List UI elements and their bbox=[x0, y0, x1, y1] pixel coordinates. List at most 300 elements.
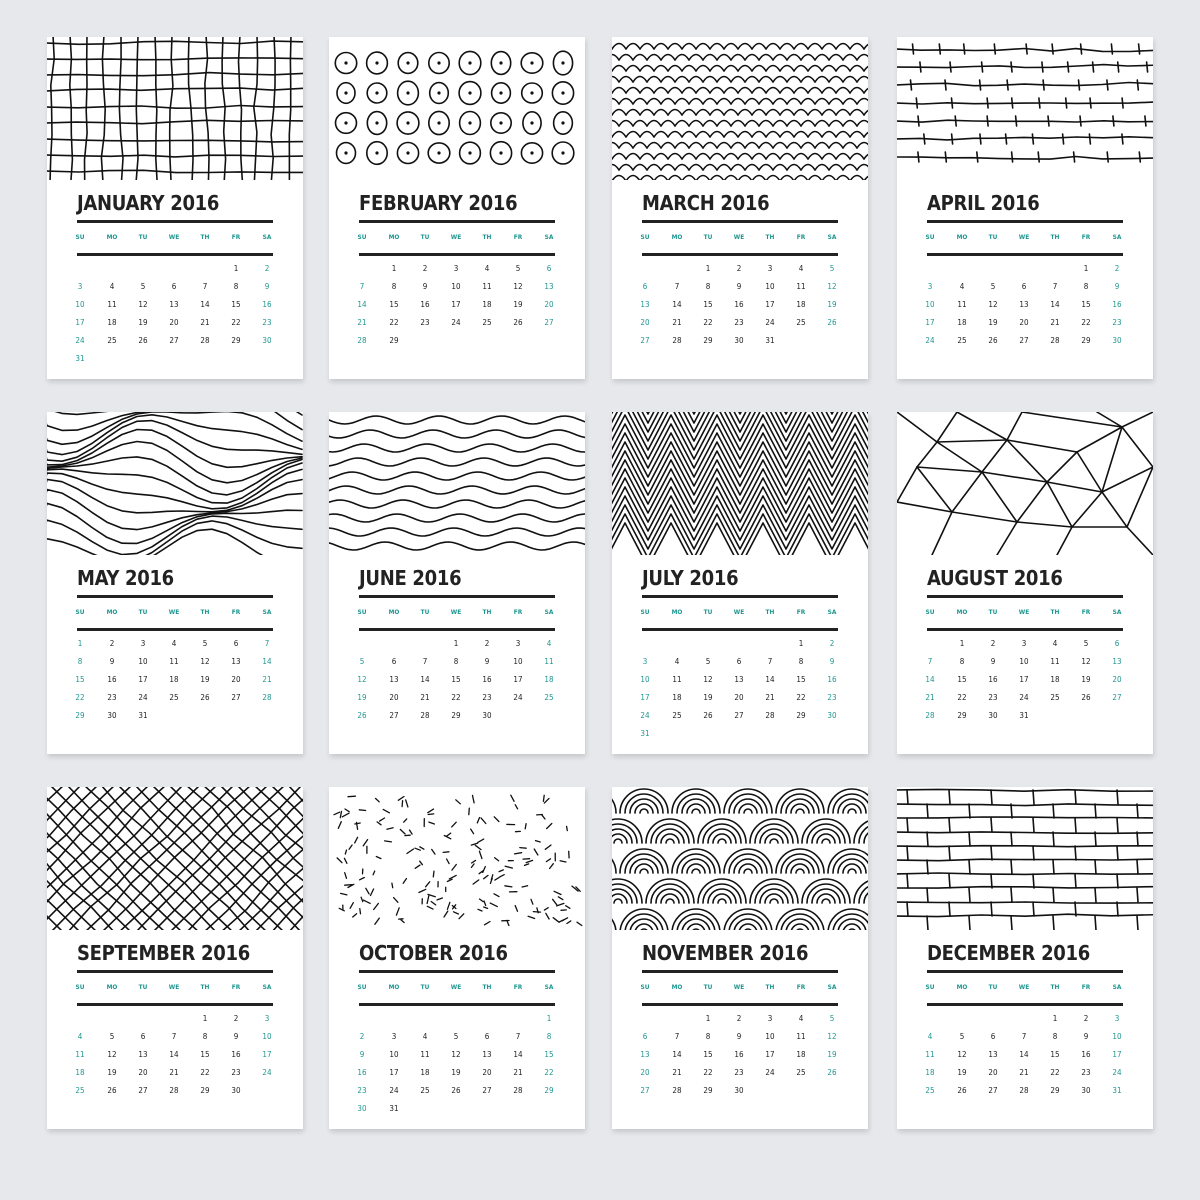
day-cell: 29 bbox=[75, 711, 85, 720]
waves-pattern bbox=[329, 412, 585, 555]
day-cell: 22 bbox=[231, 318, 241, 327]
day-cell: 1 bbox=[705, 1014, 711, 1023]
day-cell: 18 bbox=[544, 675, 554, 684]
day-cell: 20 bbox=[544, 300, 554, 309]
weekday-label: SA bbox=[1112, 608, 1122, 616]
day-cell: 27 bbox=[640, 336, 650, 345]
day-cell: 6 bbox=[233, 639, 239, 648]
day-cell: 15 bbox=[703, 1050, 713, 1059]
day-cell: 20 bbox=[988, 1068, 998, 1077]
day-cell: 5 bbox=[705, 657, 711, 666]
day-cell: 10 bbox=[513, 657, 523, 666]
day-cell: 1 bbox=[705, 264, 711, 273]
weekday-header bbox=[359, 983, 555, 993]
day-cell: 18 bbox=[75, 1068, 85, 1077]
weekday-label: SU bbox=[357, 233, 367, 241]
day-cell: 9 bbox=[422, 282, 428, 291]
day-cell: 15 bbox=[389, 300, 399, 309]
day-cell: 29 bbox=[451, 711, 461, 720]
day-cell: 1 bbox=[798, 639, 804, 648]
weekday-label: TU bbox=[988, 608, 998, 616]
day-cell: 7 bbox=[1021, 1032, 1027, 1041]
weekday-label: SU bbox=[357, 983, 367, 991]
day-cell: 4 bbox=[1052, 639, 1058, 648]
day-cell: 25 bbox=[1050, 693, 1060, 702]
day-cell: 13 bbox=[482, 1050, 492, 1059]
weekday-label: TH bbox=[1050, 608, 1060, 616]
day-cell: 21 bbox=[169, 1068, 179, 1077]
weekday-label: MO bbox=[388, 608, 400, 616]
day-cell: 20 bbox=[138, 1068, 148, 1077]
day-cell: 9 bbox=[264, 282, 270, 291]
weekday-label: TU bbox=[138, 233, 148, 241]
day-cell: 15 bbox=[1050, 1050, 1060, 1059]
day-cell: 16 bbox=[1112, 300, 1122, 309]
day-cell: 17 bbox=[262, 1050, 272, 1059]
day-cell: 14 bbox=[672, 1050, 682, 1059]
day-cell: 14 bbox=[169, 1050, 179, 1059]
weekday-label: WE bbox=[733, 233, 745, 241]
day-cell: 4 bbox=[171, 639, 177, 648]
month-card-february bbox=[329, 37, 585, 379]
day-cell: 23 bbox=[107, 693, 117, 702]
day-cell: 17 bbox=[451, 300, 461, 309]
day-cell: 22 bbox=[796, 693, 806, 702]
month-title: JANUARY 2016 bbox=[77, 191, 220, 215]
day-cell: 4 bbox=[484, 264, 490, 273]
day-cell: 13 bbox=[544, 282, 554, 291]
day-cell: 20 bbox=[482, 1068, 492, 1077]
day-cell: 7 bbox=[515, 1032, 521, 1041]
day-cell: 27 bbox=[1019, 336, 1029, 345]
weekday-label: TH bbox=[200, 233, 210, 241]
header-divider bbox=[359, 628, 555, 631]
weekday-label: TH bbox=[765, 233, 775, 241]
day-cell: 3 bbox=[140, 639, 146, 648]
day-cell: 17 bbox=[1112, 1050, 1122, 1059]
day-cell: 5 bbox=[829, 264, 835, 273]
day-cell: 10 bbox=[389, 1050, 399, 1059]
day-cell: 1 bbox=[1083, 264, 1089, 273]
day-cell: 23 bbox=[262, 318, 272, 327]
day-cell: 17 bbox=[138, 675, 148, 684]
weekday-label: FR bbox=[231, 983, 241, 991]
day-cell: 16 bbox=[262, 300, 272, 309]
day-cell: 18 bbox=[169, 675, 179, 684]
day-cell: 8 bbox=[798, 657, 804, 666]
day-cell: 10 bbox=[925, 300, 935, 309]
title-divider bbox=[359, 595, 555, 598]
day-cell: 3 bbox=[515, 639, 521, 648]
day-cell: 31 bbox=[765, 336, 775, 345]
weekday-label: SA bbox=[544, 608, 554, 616]
day-cell: 24 bbox=[451, 318, 461, 327]
day-cell: 26 bbox=[357, 711, 367, 720]
day-cell: 21 bbox=[925, 693, 935, 702]
weekday-label: TH bbox=[1050, 983, 1060, 991]
day-cell: 4 bbox=[77, 1032, 83, 1041]
weekday-label: TU bbox=[138, 983, 148, 991]
day-cell: 7 bbox=[171, 1032, 177, 1041]
day-cell: 12 bbox=[703, 675, 713, 684]
day-cell: 21 bbox=[672, 1068, 682, 1077]
month-card-march bbox=[612, 37, 868, 379]
weekday-label: MO bbox=[106, 233, 118, 241]
day-cell: 2 bbox=[736, 264, 742, 273]
day-cell: 19 bbox=[200, 675, 210, 684]
day-cell: 10 bbox=[765, 1032, 775, 1041]
day-cell: 7 bbox=[674, 1032, 680, 1041]
day-cell: 5 bbox=[1083, 639, 1089, 648]
day-cell: 24 bbox=[765, 1068, 775, 1077]
day-cell: 13 bbox=[988, 1050, 998, 1059]
day-cell: 11 bbox=[482, 282, 492, 291]
day-cell: 5 bbox=[109, 1032, 115, 1041]
day-cell: 16 bbox=[988, 675, 998, 684]
day-cell: 8 bbox=[233, 282, 239, 291]
day-cell: 4 bbox=[927, 1032, 933, 1041]
weekday-label: SU bbox=[925, 233, 935, 241]
day-cell: 30 bbox=[734, 336, 744, 345]
day-cell: 24 bbox=[513, 693, 523, 702]
day-cell: 18 bbox=[796, 1050, 806, 1059]
weekday-label: SA bbox=[827, 983, 837, 991]
day-cell: 25 bbox=[482, 318, 492, 327]
day-cell: 5 bbox=[990, 282, 996, 291]
weekday-label: SA bbox=[262, 608, 272, 616]
day-cell: 16 bbox=[420, 300, 430, 309]
day-cell: 19 bbox=[513, 300, 523, 309]
weekday-label: TH bbox=[482, 608, 492, 616]
day-cell: 31 bbox=[389, 1104, 399, 1113]
day-cell: 4 bbox=[546, 639, 552, 648]
day-cell: 7 bbox=[1052, 282, 1058, 291]
day-cell: 19 bbox=[827, 1050, 837, 1059]
day-cell: 13 bbox=[640, 1050, 650, 1059]
day-cell: 8 bbox=[1083, 282, 1089, 291]
day-cell: 25 bbox=[957, 336, 967, 345]
weekday-label: SU bbox=[640, 608, 650, 616]
weekday-header bbox=[642, 983, 838, 993]
day-cell: 19 bbox=[357, 693, 367, 702]
weekday-label: FR bbox=[796, 608, 806, 616]
weekday-label: TU bbox=[420, 983, 430, 991]
day-cell: 5 bbox=[959, 1032, 965, 1041]
barbed-wire-pattern bbox=[897, 37, 1153, 180]
day-cell: 31 bbox=[1112, 1086, 1122, 1095]
weekday-label: FR bbox=[1081, 608, 1091, 616]
weekday-label: FR bbox=[231, 233, 241, 241]
day-cell: 17 bbox=[513, 675, 523, 684]
crosshatch-pattern bbox=[47, 787, 303, 930]
day-cell: 4 bbox=[959, 282, 965, 291]
weekday-label: SA bbox=[544, 983, 554, 991]
weekday-label: FR bbox=[513, 233, 523, 241]
day-cell: 6 bbox=[1021, 282, 1027, 291]
day-cell: 19 bbox=[107, 1068, 117, 1077]
day-cell: 11 bbox=[1050, 657, 1060, 666]
weekday-label: TU bbox=[703, 983, 713, 991]
day-cell: 4 bbox=[422, 1032, 428, 1041]
weekday-label: TU bbox=[703, 233, 713, 241]
day-cell: 21 bbox=[200, 318, 210, 327]
header-divider bbox=[927, 1003, 1123, 1006]
weekday-header bbox=[642, 233, 838, 243]
day-cell: 18 bbox=[925, 1068, 935, 1077]
weekday-label: FR bbox=[513, 608, 523, 616]
day-cell: 23 bbox=[420, 318, 430, 327]
day-cell: 19 bbox=[957, 1068, 967, 1077]
day-cell: 7 bbox=[422, 657, 428, 666]
day-cell: 12 bbox=[827, 282, 837, 291]
day-cell: 17 bbox=[1019, 675, 1029, 684]
day-cell: 1 bbox=[391, 264, 397, 273]
day-cell: 30 bbox=[357, 1104, 367, 1113]
day-cell: 23 bbox=[827, 693, 837, 702]
day-cell: 11 bbox=[672, 675, 682, 684]
day-cell: 22 bbox=[75, 693, 85, 702]
day-cell: 13 bbox=[1019, 300, 1029, 309]
day-cell: 2 bbox=[264, 264, 270, 273]
day-cell: 29 bbox=[703, 336, 713, 345]
day-cell: 18 bbox=[1050, 675, 1060, 684]
day-cell: 22 bbox=[1081, 318, 1091, 327]
weekday-label: TU bbox=[138, 608, 148, 616]
day-cell: 5 bbox=[359, 657, 365, 666]
day-cell: 18 bbox=[482, 300, 492, 309]
day-cell: 9 bbox=[736, 1032, 742, 1041]
day-cell: 27 bbox=[231, 693, 241, 702]
day-cell: 8 bbox=[959, 657, 965, 666]
day-cell: 8 bbox=[77, 657, 83, 666]
day-cell: 10 bbox=[262, 1032, 272, 1041]
day-cell: 2 bbox=[359, 1032, 365, 1041]
header-divider bbox=[359, 253, 555, 256]
month-title: OCTOBER 2016 bbox=[359, 941, 508, 965]
contour-lines-pattern bbox=[47, 412, 303, 555]
day-cell: 26 bbox=[138, 336, 148, 345]
day-cell: 11 bbox=[796, 1032, 806, 1041]
day-cell: 24 bbox=[640, 711, 650, 720]
day-cell: 22 bbox=[1050, 1068, 1060, 1077]
day-cell: 20 bbox=[640, 1068, 650, 1077]
weekday-label: FR bbox=[231, 608, 241, 616]
day-cell: 16 bbox=[357, 1068, 367, 1077]
day-cell: 25 bbox=[420, 1086, 430, 1095]
weekday-label: TH bbox=[482, 983, 492, 991]
weekday-label: SA bbox=[1112, 983, 1122, 991]
day-cell: 11 bbox=[957, 300, 967, 309]
header-divider bbox=[927, 253, 1123, 256]
weekday-label: SU bbox=[640, 983, 650, 991]
day-cell: 21 bbox=[357, 318, 367, 327]
day-cell: 31 bbox=[75, 354, 85, 363]
day-cell: 22 bbox=[389, 318, 399, 327]
day-cell: 6 bbox=[391, 657, 397, 666]
day-cell: 14 bbox=[420, 675, 430, 684]
weekday-label: FR bbox=[1081, 983, 1091, 991]
day-cell: 28 bbox=[169, 1086, 179, 1095]
day-cell: 20 bbox=[231, 675, 241, 684]
month-title: DECEMBER 2016 bbox=[927, 941, 1090, 965]
day-cell: 27 bbox=[544, 318, 554, 327]
weekday-label: WE bbox=[1018, 983, 1030, 991]
weekday-label: TH bbox=[482, 233, 492, 241]
day-cell: 26 bbox=[200, 693, 210, 702]
month-card-august bbox=[897, 412, 1153, 754]
weekday-label: MO bbox=[671, 608, 683, 616]
day-cell: 17 bbox=[765, 1050, 775, 1059]
day-cell: 3 bbox=[927, 282, 933, 291]
day-cell: 8 bbox=[546, 1032, 552, 1041]
day-cell: 16 bbox=[734, 1050, 744, 1059]
day-cell: 18 bbox=[420, 1068, 430, 1077]
day-cell: 9 bbox=[484, 657, 490, 666]
day-cell: 23 bbox=[1112, 318, 1122, 327]
day-cell: 22 bbox=[703, 318, 713, 327]
day-cell: 12 bbox=[200, 657, 210, 666]
day-cell: 14 bbox=[1050, 300, 1060, 309]
day-cell: 27 bbox=[1112, 693, 1122, 702]
day-cell: 2 bbox=[829, 639, 835, 648]
day-cell: 1 bbox=[202, 1014, 208, 1023]
day-cell: 12 bbox=[357, 675, 367, 684]
day-cell: 19 bbox=[703, 693, 713, 702]
day-cell: 3 bbox=[1021, 639, 1027, 648]
day-cell: 20 bbox=[640, 318, 650, 327]
day-cell: 8 bbox=[202, 1032, 208, 1041]
day-cell: 26 bbox=[827, 1068, 837, 1077]
day-cell: 15 bbox=[703, 300, 713, 309]
day-cell: 26 bbox=[451, 1086, 461, 1095]
day-cell: 18 bbox=[957, 318, 967, 327]
day-cell: 6 bbox=[736, 657, 742, 666]
day-cell: 5 bbox=[515, 264, 521, 273]
month-card-october bbox=[329, 787, 585, 1129]
day-cell: 4 bbox=[109, 282, 115, 291]
day-cell: 29 bbox=[703, 1086, 713, 1095]
weekday-label: SA bbox=[827, 233, 837, 241]
day-cell: 25 bbox=[925, 1086, 935, 1095]
day-cell: 30 bbox=[231, 1086, 241, 1095]
month-title: APRIL 2016 bbox=[927, 191, 1040, 215]
weekday-label: TH bbox=[765, 983, 775, 991]
month-title: SEPTEMBER 2016 bbox=[77, 941, 250, 965]
day-cell: 2 bbox=[109, 639, 115, 648]
day-cell: 12 bbox=[138, 300, 148, 309]
weekday-label: SU bbox=[75, 983, 85, 991]
weekday-label: WE bbox=[450, 608, 462, 616]
day-cell: 3 bbox=[391, 1032, 397, 1041]
day-cell: 4 bbox=[674, 657, 680, 666]
day-cell: 1 bbox=[546, 1014, 552, 1023]
day-cell: 24 bbox=[1112, 1068, 1122, 1077]
day-cell: 28 bbox=[200, 336, 210, 345]
day-cell: 19 bbox=[827, 300, 837, 309]
day-cell: 31 bbox=[1019, 711, 1029, 720]
day-cell: 8 bbox=[453, 657, 459, 666]
day-cell: 14 bbox=[672, 300, 682, 309]
day-cell: 29 bbox=[200, 1086, 210, 1095]
day-cell: 3 bbox=[642, 657, 648, 666]
month-card-november bbox=[612, 787, 868, 1129]
day-cell: 11 bbox=[796, 282, 806, 291]
weekday-label: WE bbox=[733, 608, 745, 616]
day-cell: 8 bbox=[705, 282, 711, 291]
day-cell: 14 bbox=[262, 657, 272, 666]
title-divider bbox=[927, 970, 1123, 973]
weekday-header bbox=[927, 233, 1123, 243]
day-cell: 28 bbox=[513, 1086, 523, 1095]
month-title: JUNE 2016 bbox=[359, 566, 462, 590]
day-cell: 5 bbox=[140, 282, 146, 291]
weekday-label: MO bbox=[956, 608, 968, 616]
day-cell: 13 bbox=[1112, 657, 1122, 666]
day-cell: 7 bbox=[264, 639, 270, 648]
day-cell: 16 bbox=[482, 675, 492, 684]
day-cell: 2 bbox=[233, 1014, 239, 1023]
day-cell: 6 bbox=[546, 264, 552, 273]
day-cell: 20 bbox=[389, 693, 399, 702]
weekday-label: TU bbox=[988, 233, 998, 241]
weekday-label: WE bbox=[450, 233, 462, 241]
day-cell: 22 bbox=[200, 1068, 210, 1077]
day-cell: 10 bbox=[1112, 1032, 1122, 1041]
weekday-label: TU bbox=[420, 608, 430, 616]
day-cell: 18 bbox=[796, 300, 806, 309]
weekday-label: FR bbox=[1081, 233, 1091, 241]
day-cell: 30 bbox=[988, 711, 998, 720]
weekday-label: WE bbox=[168, 983, 180, 991]
day-cell: 23 bbox=[988, 693, 998, 702]
day-cell: 27 bbox=[389, 711, 399, 720]
day-cell: 22 bbox=[703, 1068, 713, 1077]
weekday-label: MO bbox=[671, 983, 683, 991]
day-cell: 14 bbox=[1019, 1050, 1029, 1059]
day-cell: 24 bbox=[1019, 693, 1029, 702]
weekday-label: MO bbox=[388, 983, 400, 991]
day-cell: 28 bbox=[672, 336, 682, 345]
header-divider bbox=[927, 628, 1123, 631]
day-cell: 12 bbox=[107, 1050, 117, 1059]
day-cell: 3 bbox=[453, 264, 459, 273]
day-cell: 21 bbox=[420, 693, 430, 702]
day-cell: 25 bbox=[107, 336, 117, 345]
day-cell: 2 bbox=[736, 1014, 742, 1023]
day-cell: 29 bbox=[544, 1086, 554, 1095]
day-cell: 23 bbox=[357, 1086, 367, 1095]
weekday-label: SU bbox=[925, 983, 935, 991]
month-card-december bbox=[897, 787, 1153, 1129]
day-cell: 30 bbox=[107, 711, 117, 720]
header-divider bbox=[642, 1003, 838, 1006]
day-cell: 20 bbox=[169, 318, 179, 327]
day-cell: 18 bbox=[672, 693, 682, 702]
month-card-april bbox=[897, 37, 1153, 379]
day-cell: 6 bbox=[484, 1032, 490, 1041]
weekday-label: TH bbox=[1050, 233, 1060, 241]
day-cell: 25 bbox=[672, 711, 682, 720]
header-divider bbox=[77, 253, 273, 256]
day-cell: 23 bbox=[482, 693, 492, 702]
day-cell: 9 bbox=[736, 282, 742, 291]
day-cell: 14 bbox=[513, 1050, 523, 1059]
day-cell: 9 bbox=[1114, 282, 1120, 291]
day-cell: 11 bbox=[925, 1050, 935, 1059]
day-cell: 27 bbox=[138, 1086, 148, 1095]
day-cell: 24 bbox=[925, 336, 935, 345]
day-cell: 21 bbox=[1050, 318, 1060, 327]
